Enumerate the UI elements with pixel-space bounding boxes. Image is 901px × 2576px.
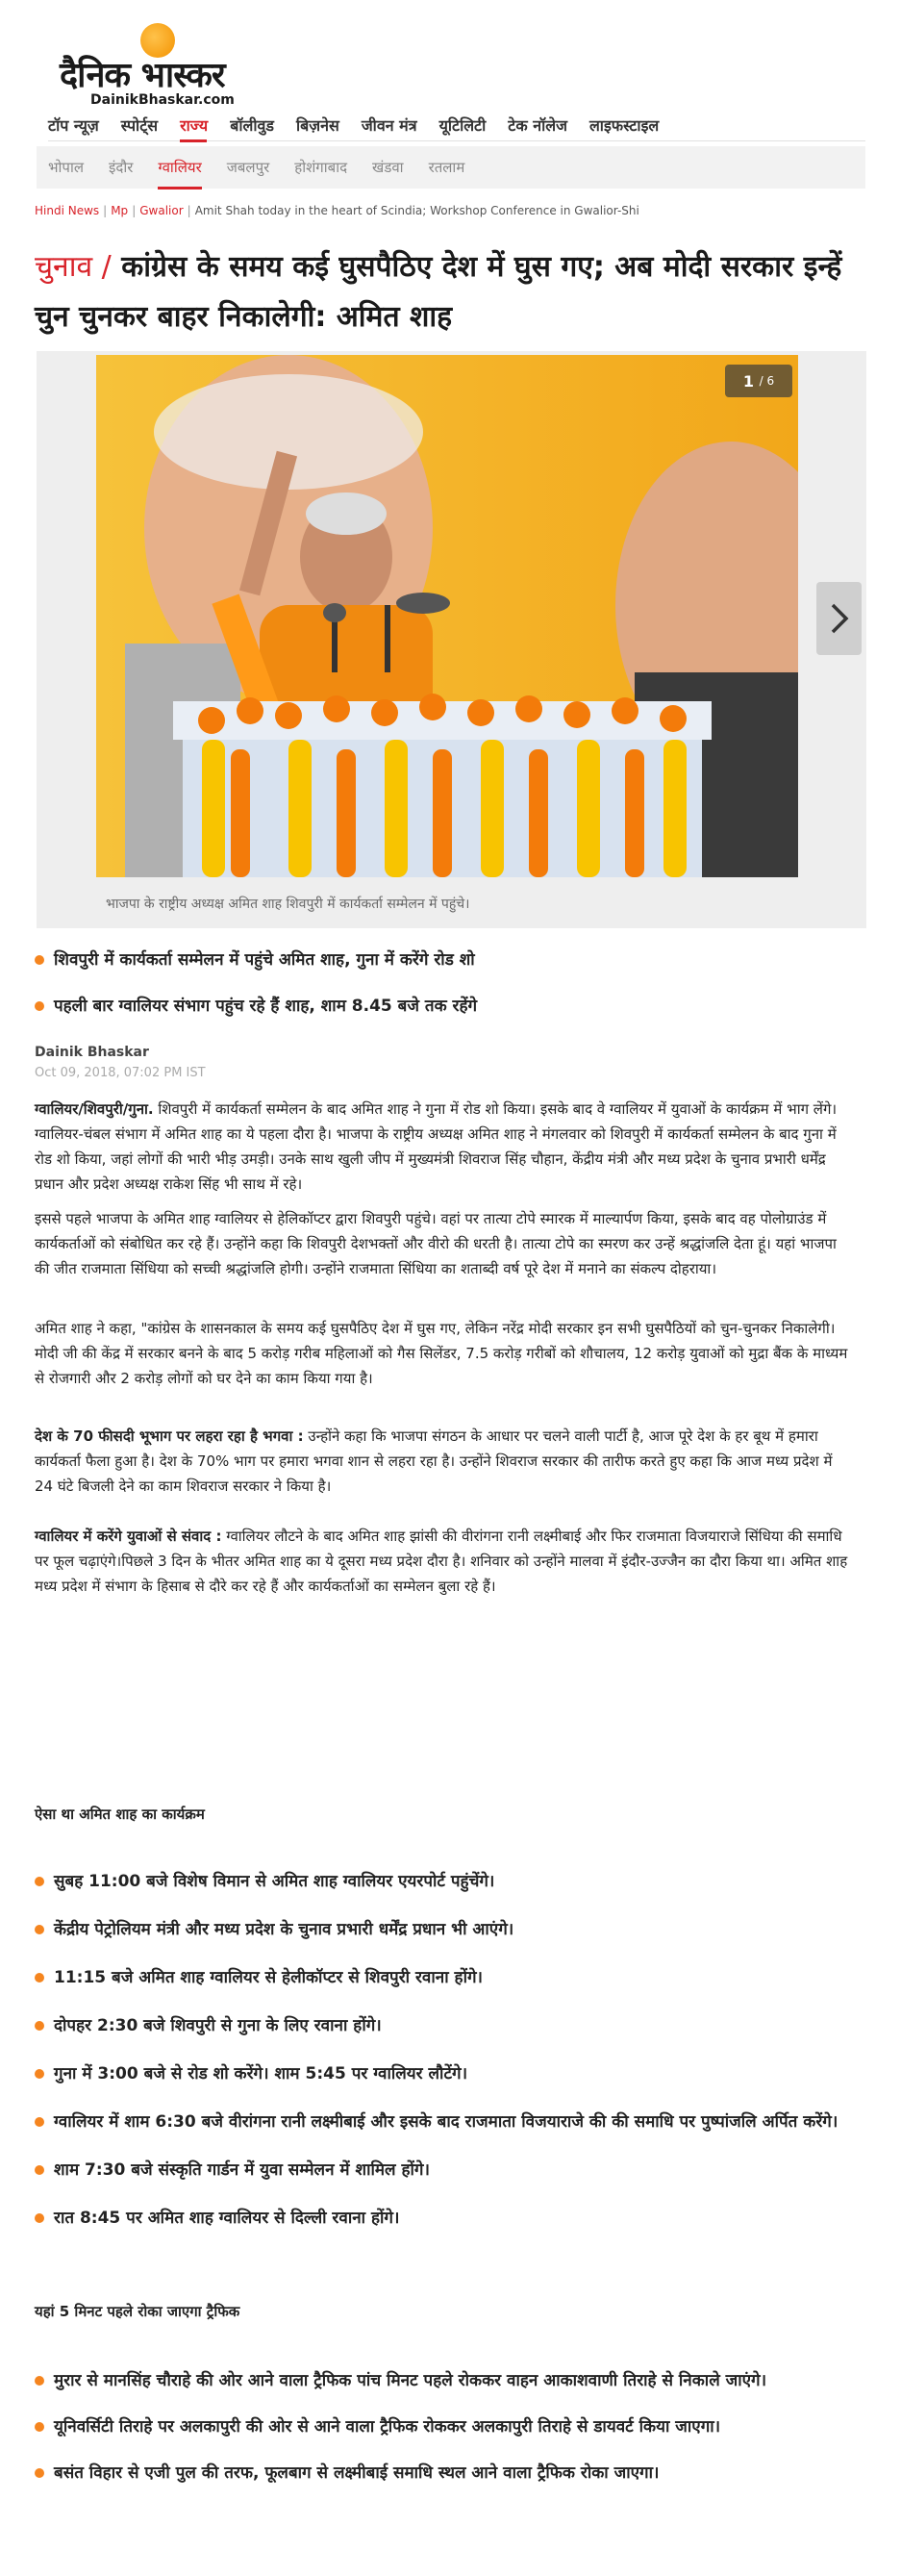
schedule-item: दोपहर 2:30 बजे शिवपुरी से गुना के लिए रवाना होंगे। — [35, 2013, 854, 2038]
topnav-item[interactable]: स्पोर्ट्स — [120, 116, 159, 135]
headline-category[interactable]: चुनाव / — [35, 250, 112, 284]
topnav-item[interactable]: यूटिलिटी — [438, 116, 487, 135]
topnav-item[interactable]: लाइफस्टाइल — [588, 116, 660, 135]
schedule-title: ऐसा था अमित शाह का कार्यक्रम — [35, 1806, 205, 1823]
gallery-total: / 6 — [759, 374, 775, 388]
headline-text: कांग्रेस के समय कई घुसपैठिए देश में घुस गए; अब मोदी सरकार इन्हें चुन चुनकर बाहर निकालेगी: अमित शाह — [35, 250, 842, 334]
city-nav-item[interactable]: खंडवा — [372, 159, 404, 176]
article-highlights — [35, 947, 862, 1019]
city-nav-item[interactable]: ग्वालियर — [158, 159, 202, 176]
gallery-current: 1 — [742, 371, 755, 391]
amit-shah-rally-photo — [96, 355, 798, 877]
gallery-counter — [725, 365, 792, 397]
article-body — [35, 1097, 854, 1599]
logo-domain: DainikBhaskar.com — [90, 92, 235, 108]
breadcrumb-mp[interactable]: Mp — [111, 204, 129, 217]
city-nav-item[interactable]: होशंगाबाद — [294, 159, 348, 176]
topnav-item[interactable]: जीवन मंत्र — [361, 116, 417, 135]
byline — [35, 1045, 206, 1080]
schedule-item: केंद्रीय पेट्रोलियम मंत्री और मध्य प्रदेश के चुनाव प्रभारी धर्मेंद्र प्रधान भी आएंगे। — [35, 1917, 854, 1942]
photo-gallery — [37, 351, 866, 928]
city-nav-item[interactable]: इंदौर — [109, 159, 134, 176]
city-navigation — [37, 146, 865, 189]
schedule-item: सुबह 11:00 बजे विशेष विमान से अमित शाह ग्वालियर एयरपोर्ट पहुंचेंगे। — [35, 1869, 854, 1894]
schedule-item: शाम 7:30 बजे संस्कृति गार्डन में युवा सम्मेलन में शामिल होंगे। — [35, 2158, 854, 2183]
topnav-item[interactable]: बिज़नेस — [295, 116, 339, 135]
schedule-item: 11:15 बजे अमित शाह ग्वालियर से हेलीकॉप्टर से शिवपुरी रवाना होंगे। — [35, 1965, 854, 1990]
schedule-item: रात 8:45 पर अमित शाह ग्वालियर से दिल्ली रवाना होंगे। — [35, 2206, 854, 2231]
traffic-item: बसंत विहार से एजी पुल की तरफ, फूलबाग से लक्ष्मीबाई समाधि स्थल आने वाला ट्रैफिक रोका जाएगा। — [35, 2461, 854, 2486]
byline-date: Oct 09, 2018, 07:02 PM IST — [35, 1066, 206, 1080]
city-nav-item[interactable]: भोपाल — [48, 159, 85, 176]
breadcrumb-hindi-news[interactable]: Hindi News — [35, 204, 100, 217]
body-paragraph: अमित शाह ने कहा, "कांग्रेस के शासनकाल के समय कई घुसपैठिए देश में घुस गए, लेकिन नरेंद्र मोदी सरकार इन सभी घुसपैठियों को चुन-चुनकर निकालेगी। मोदी जी की केंद्र में सरकार बनने के बाद 5 करोड़ गरीब महिलाओं को गैस सिलेंडर, 7.5 करोड़ गरीबों को शौचालय, 12 करोड़ युवाओं को मुद्रा बैंक के माध्यम से रोजगारी और 2 करोड़ लोगों को घर देने का काम किया गया है। — [35, 1320, 848, 1387]
logo-brand: दैनिक भास्कर — [60, 56, 225, 95]
highlight-item: शिवपुरी में कार्यकर्ता सम्मेलन में पहुंचे अमित शाह, गुना में करेंगे रोड शो — [35, 947, 862, 972]
city-nav-item[interactable]: जबलपुर — [226, 159, 270, 176]
body-paragraph: देश के 70 फीसदी भूभाग पर लहरा रहा है भगवा : उन्होंने कहा कि भाजपा संगठन के आधार पर चलने वाली पार्टी है, आज पूरे देश के हर बूथ में हमारा कार्यकर्ता फैला हुआ है। देश के 70% भाग पर हमारा भगवा शान से लहरा रहा है। उन्होंने शिवराज सरकार की तारीफ करते हुए कहा कि आज मध्य प्रदेश में 24 घंटे बिजली देने का काम शिवराज सरकार ने किया है। — [35, 1427, 833, 1495]
schedule-item: गुना में 3:00 बजे से रोड शो करेंगे। शाम 5:45 पर ग्वालियर लौटेंगे। — [35, 2061, 854, 2086]
site-logo[interactable] — [60, 21, 262, 108]
chevron-right-icon — [829, 602, 850, 635]
traffic-item: यूनिवर्सिटी तिराहे पर अलकापुरी की ओर से आने वाला ट्रैफिक रोककर अलकापुरी तिराहे से डायवर्ट किया जाएगा। — [35, 2414, 854, 2439]
breadcrumb-gwalior[interactable]: Gwalior — [139, 204, 184, 217]
topnav-item[interactable]: टॉप न्यूज़ — [48, 116, 99, 135]
top-navigation — [48, 113, 865, 141]
breadcrumb-current: Amit Shah today in the heart of Scindia; Workshop Conference in Gwalior-Shi — [194, 204, 639, 217]
topnav-item[interactable]: बॉलीवुड — [230, 116, 274, 135]
schedule-list — [35, 1869, 854, 2254]
traffic-item: मुरार से मानसिंह चौराहे की ओर आने वाला ट्रैफिक पांच मिनट पहले रोककर वाहन आकाशवाणी तिराहे से निकाले जाएंगे। — [35, 2368, 854, 2393]
city-nav-item[interactable]: रतलाम — [428, 159, 465, 176]
schedule-item: ग्वालियर में शाम 6:30 बजे वीरांगना रानी लक्ष्मीबाई और इसके बाद राजमाता विजयाराजे की की समाधि पर पुष्पांजलि अर्पित करेंगे। — [35, 2109, 854, 2134]
gallery-caption: भाजपा के राष्ट्रीय अध्यक्ष अमित शाह शिवपुरी में कार्यकर्ता सम्मेलन में पहुंचे। — [106, 897, 470, 912]
byline-source: Dainik Bhaskar — [35, 1045, 149, 1060]
body-paragraph: इससे पहले भाजपा के अमित शाह ग्वालियर से हेलिकॉप्टर द्वारा शिवपुरी पहुंचे। वहां पर तात्या टोपे स्मारक में माल्यार्पण किया, इसके बाद वह पोलोग्राउंड में कार्यकर्ताओं को संबोधित कर रहे हैं। उन्होंने कहा कि शिवपुरी देशभक्तों और वीरो की धरती है। तात्या टोपे का स्मरण कर उन्हें श्रद्धांजलि देता हूं। यहां भाजपा की जीत राजमाता सिंधिया को सच्ची श्रद्धांजलि होगी। उन्होंने राजमाता सिंधिया का शताब्दी वर्ष पूरे देश में मनाने का संकल्प दोहराया। — [35, 1210, 837, 1277]
body-paragraph: ग्वालियर में करेंगे युवाओं से संवाद : ग्वालियर लौटने के बाद अमित शाह झांसी की वीरांगना रानी लक्ष्मीबाई और फिर राजमाता विजयाराजे सिंधिया की समाधि पर फूल चढ़ाएंगे।पिछले 3 दिन के भीतर अमित शाह का ये दूसरा मध्य प्रदेश दौरा है। शनिवार को उन्होंने मालवा में इंदौर-उज्जैन का दौरा किया था। अमित शाह मध्य प्रदेश में संभाग के हिसाब से दौरे कर रहे हैं और कार्यकर्ताओं का सम्मेलन बुला रहे हैं। — [35, 1528, 848, 1595]
topnav-item[interactable]: राज्य — [180, 113, 222, 141]
traffic-list — [35, 2368, 854, 2507]
article-headline — [35, 242, 852, 342]
breadcrumb: Hindi News | Mp | Gwalior | Amit Shah today in the heart of Scindia; Workshop Conference in Gwalior-Shi — [35, 204, 639, 217]
gallery-next-button[interactable] — [816, 582, 862, 655]
gallery-photo[interactable] — [96, 355, 798, 877]
traffic-title: यहां 5 मिनट पहले रोका जाएगा ट्रैफिक — [35, 2303, 240, 2320]
highlight-item: पहली बार ग्वालियर संभाग पहुंच रहे हैं शाह, शाम 8.45 बजे तक रहेंगे — [35, 994, 862, 1019]
topnav-item[interactable]: टेक नॉलेज — [508, 116, 567, 135]
body-paragraph: ग्वालियर/शिवपुरी/गुना. शिवपुरी में कार्यकर्ता सम्मेलन के बाद अमित शाह ने गुना में रोड शो किया। इसके बाद वे ग्वालियर में युवाओं के कार्यक्रम में भाग लेंगे। ग्वालियर-चंबल संभाग में अमित शाह का ये पहला दौरा है। भाजपा के राष्ट्रीय अध्यक्ष अमित शाह ने मंगलवार को शिवपुरी में कार्यकर्ता सम्मेलन के बाद गुना में रोड शो किया, जहां लोगों की भारी भीड़ उमड़ी। उनके साथ खुली जीप में मुख्यमंत्री शिवराज सिंह चौहान, केंद्रीय मंत्री और मध्य प्रदेश के चुनाव प्रभारी धर्मेंद्र प्रधान और प्रदेश अध्यक्ष राकेश सिंह भी साथ में रहे। — [35, 1100, 838, 1193]
